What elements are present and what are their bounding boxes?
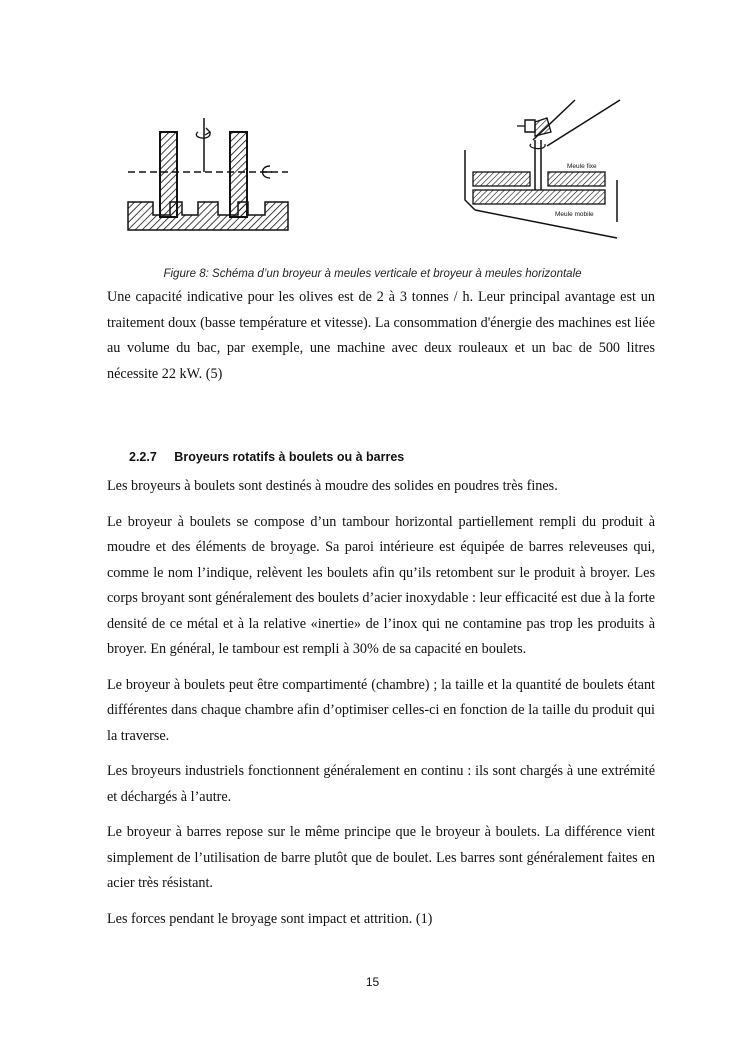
label-meule-mobile: Meule mobile	[555, 211, 594, 218]
section-heading	[129, 450, 404, 464]
paragraph-1: Les broyeurs à boulets sont destinés à moudre des solides en poudres très fines.	[107, 478, 558, 494]
section-title: Broyeurs rotatifs à boulets ou à barres	[174, 450, 405, 464]
paragraph-6: Les forces pendant le broyage sont impact et attrition. (1)	[107, 910, 433, 927]
paragraph-4: Les broyeurs industriels fonctionnent généralement en continu : ils sont chargés à une extrémité et déchargés à l’autre.	[107, 763, 655, 805]
paragraph-2: Le broyeur à boulets se compose d’un tambour horizontal partiellement rempli du produit à moudre et des éléments de broyage. Sa paroi intérieure est équipée de barres releveuses qui, comme le nom l’indique, relèvent les boulets afin qu’ils retombent sur le produit à broyer. Les corps broyant sont généralement des boulets d’acier inoxydable : leur efficacité est due à la forte densité de ce métal et à la relative «inertie» de l’inox qui ne contamine pas trop les produits à broyer. En général, le tambour est rempli à 30% de sa capacité en boulets.	[107, 513, 655, 657]
figure-area	[0, 0, 745, 260]
horizontal-grinder-diagram	[455, 92, 630, 242]
page-number: 15	[365, 975, 380, 989]
section-number: 2.2.7	[129, 450, 157, 464]
paragraph-3: Le broyeur à boulets peut être compartimenté (chambre) ; la taille et la quantité de boulets étant différentes dans chaque chambre afin d’optimiser celles-ci en fonction de la taille du produit qui la traverse.	[107, 676, 655, 744]
intro-paragraph: Une capacité indicative pour les olives est de 2 à 3 tonnes / h. Leur principal avantage est un traitement doux (basse température et vitesse). La consommation d'énergie des machines est liée au volume du bac, par exemple, une machine avec deux rouleaux et un bac de 500 litres nécessite 22 kW. (5)	[107, 289, 655, 382]
vertical-grinder-diagram	[120, 110, 295, 235]
label-meule-fixe: Meule fixe	[567, 163, 597, 170]
body-text	[107, 474, 655, 932]
figure-caption: Figure 8: Schéma d’un broyeur à meules verticale et broyeur à meules horizontale	[163, 268, 582, 280]
intro-paragraph-block	[107, 285, 655, 387]
paragraph-5: Le broyeur à barres repose sur le même principe que le broyeur à boulets. La différence vient simplement de l’utilisation de barre plutôt que de boulet. Les barres sont généralement faites en acier très résistant.	[107, 824, 655, 891]
